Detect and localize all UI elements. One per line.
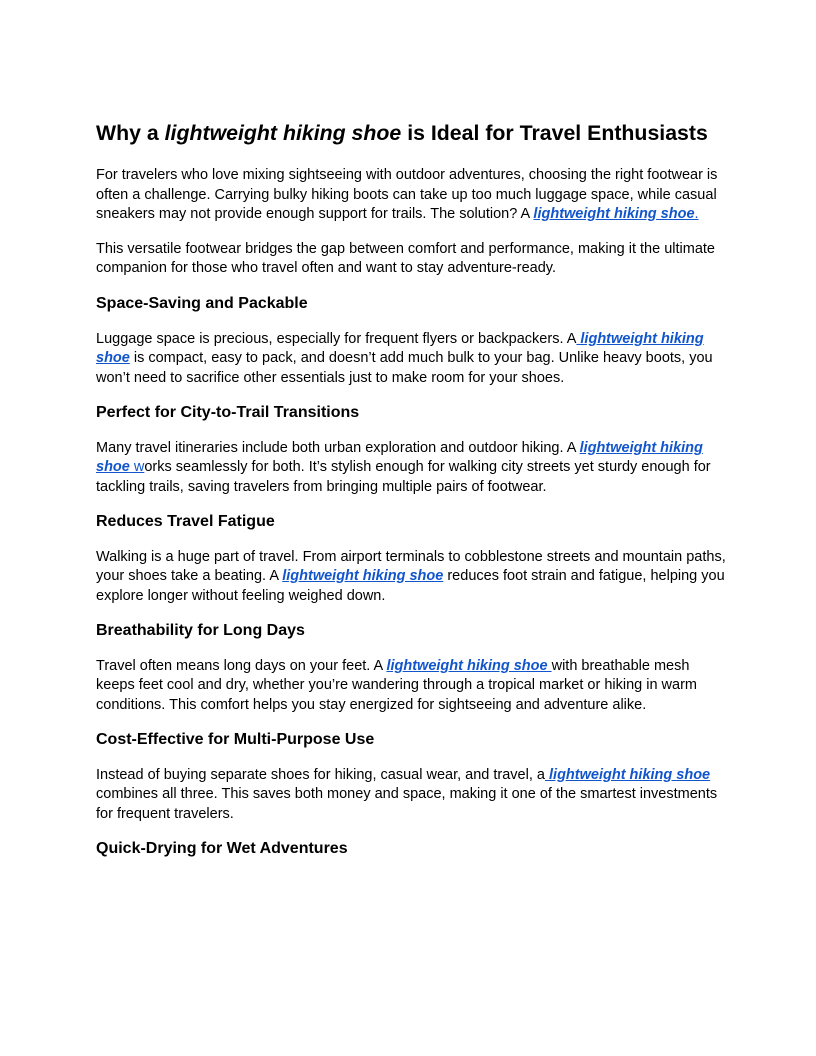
section-heading-cost-effective: Cost-Effective for Multi-Purpose Use xyxy=(96,730,375,748)
title-emphasis: lightweight hiking shoe xyxy=(164,121,402,145)
section-heading-quick-drying: Quick-Drying for Wet Adventures xyxy=(96,839,348,857)
paragraph-text: reduces foot strain and fatigue, helping you explore longer without feeling weighed down. xyxy=(96,568,725,604)
keyword-link[interactable]: lightweight hiking shoe xyxy=(282,568,444,584)
intro-paragraph-2: This versatile footwear bridges the gap between comfort and performance, making it the ultimate companion for those who travel often and want to stay adventure-ready. xyxy=(96,240,715,276)
paragraph-text: Instead of buying separate shoes for hiking, casual wear, and travel, a xyxy=(96,766,545,783)
section-paragraph-breathability xyxy=(96,657,726,716)
section-heading-travel-fatigue: Reduces Travel Fatigue xyxy=(96,512,275,530)
section-paragraph-city-to-trail xyxy=(96,439,726,498)
paragraph-text: combines all three. This saves both money and space, making it one of the smartest investments for frequent travelers. xyxy=(96,786,718,822)
keyword-link[interactable]: lightweight hiking shoe xyxy=(96,439,703,475)
document-page xyxy=(96,118,726,875)
paragraph-text: with breathable mesh keeps feet cool and dry, whether you’re wandering through a tropical market or hiking in warm conditions. This comfort helps you stay energized for sightseeing and adventure alike. xyxy=(96,657,697,713)
paragraph-text: Travel often means long days on your feet. A xyxy=(96,657,387,674)
page-title xyxy=(96,118,726,148)
intro-keyword-link[interactable]: lightweight hiking shoe xyxy=(533,206,695,222)
section-heading-space-saving: Space-Saving and Packable xyxy=(96,294,308,312)
section-heading-breathability: Breathability for Long Days xyxy=(96,621,305,639)
paragraph-text: Many travel itineraries include both urban exploration and outdoor hiking. A xyxy=(96,439,580,456)
section-paragraph-space-saving xyxy=(96,330,726,389)
paragraph-text: orks seamlessly for both. It’s stylish enough for walking city streets yet sturdy enough for tackling trails, saving travelers from bringing multiple pairs of footwear. xyxy=(96,459,711,495)
paragraph-text: is compact, easy to pack, and doesn’t add much bulk to your bag. Unlike heavy boots, you won’t need to sacrifice other essentials just to make room for your shoes. xyxy=(96,350,713,386)
keyword-link[interactable]: lightweight hiking shoe xyxy=(544,766,711,783)
keyword-link-tail[interactable]: w xyxy=(129,459,145,475)
intro-keyword-link-tail[interactable]: . xyxy=(694,206,699,222)
paragraph-text: Luggage space is precious, especially for frequent flyers or backpackers. A xyxy=(96,330,577,347)
section-paragraph-cost-effective xyxy=(96,766,726,825)
section-paragraph-travel-fatigue xyxy=(96,548,726,607)
keyword-link[interactable]: lightweight hiking shoe xyxy=(96,330,704,366)
title-part1: Why a xyxy=(96,121,165,145)
title-part2: is Ideal for Travel Enthusiasts xyxy=(401,121,708,145)
section-heading-city-to-trail: Perfect for City-to-Trail Transitions xyxy=(96,403,360,421)
intro-text: For travelers who love mixing sightseeing with outdoor adventures, choosing the right footwear is often a challenge. Carrying bulky hiking boots can take up too much luggage space, while casual sneakers may not provide enough support for trails. The solution? A xyxy=(96,167,718,222)
paragraph-text: Walking is a huge part of travel. From airport terminals to cobblestone streets and mountain paths, your shoes take a beating. A xyxy=(96,548,726,584)
intro-paragraph-1 xyxy=(96,166,726,225)
keyword-link[interactable]: lightweight hiking shoe xyxy=(386,657,552,674)
